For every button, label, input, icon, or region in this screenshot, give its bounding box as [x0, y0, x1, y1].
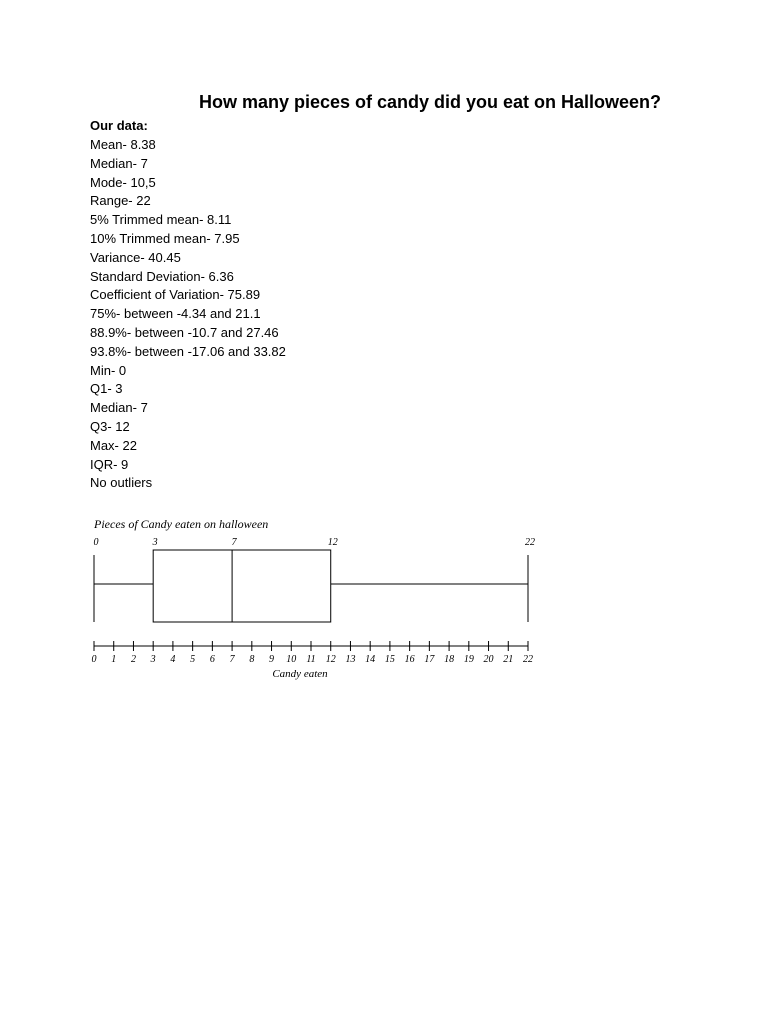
- x-tick-label-0: 0: [91, 654, 97, 665]
- value-label-q3: 12: [327, 537, 338, 548]
- stat-coef-variation: Coefficient of Variation- 75.89: [90, 287, 261, 303]
- x-tick-label-11: 11: [306, 654, 316, 665]
- x-tick-label-7: 7: [229, 654, 235, 665]
- x-axis-label: Candy eaten: [272, 668, 328, 680]
- box-iqr: [153, 550, 331, 622]
- stat-trimmed-mean-5: 5% Trimmed mean- 8.11: [90, 212, 232, 228]
- x-tick-label-19: 19: [463, 654, 474, 665]
- x-tick-label-12: 12: [325, 654, 336, 665]
- chart-title: Pieces of Candy eaten on halloween: [94, 517, 269, 531]
- x-tick-label-18: 18: [444, 654, 455, 665]
- stat-median: Median- 7: [90, 155, 148, 171]
- x-tick-label-9: 9: [269, 654, 275, 665]
- x-tick-label-14: 14: [365, 654, 376, 665]
- x-tick-label-10: 10: [286, 654, 297, 665]
- page-title: How many pieces of candy did you eat on Halloween?: [198, 92, 662, 112]
- stat-interval-75: 75%- between -4.34 and 21.1: [90, 306, 261, 322]
- stat-min: Min- 0: [90, 362, 127, 378]
- stat-q1: Q1- 3: [90, 381, 123, 397]
- x-tick-label-5: 5: [190, 654, 196, 665]
- x-tick-label-17: 17: [424, 654, 435, 665]
- x-tick-label-21: 21: [503, 654, 514, 665]
- stat-variance: Variance- 40.45: [90, 249, 181, 265]
- stat-interval-889: 88.9%- between -10.7 and 27.46: [90, 324, 279, 340]
- x-tick-label-16: 16: [404, 654, 415, 665]
- x-tick-label-13: 13: [345, 654, 356, 665]
- data-subheading: Our data:: [90, 118, 148, 133]
- x-tick-label-22: 22: [523, 654, 533, 665]
- stat-interval-938: 93.8%- between -17.06 and 33.82: [90, 343, 286, 359]
- stat-mean: Mean- 8.38: [90, 137, 156, 152]
- stat-median-2: Median- 7: [90, 400, 148, 416]
- stat-outliers: No outliers: [90, 475, 153, 491]
- x-tick-label-20: 20: [483, 654, 494, 665]
- x-tick-label-6: 6: [209, 654, 215, 665]
- stat-std-dev: Standard Deviation- 6.36: [90, 268, 234, 284]
- stat-trimmed-mean-10: 10% Trimmed mean- 7.95: [90, 230, 240, 246]
- plot-layer: [92, 537, 536, 665]
- x-tick-label-4: 4: [170, 654, 176, 665]
- value-label-min: 0: [93, 537, 99, 548]
- x-tick-label-15: 15: [384, 654, 395, 665]
- value-label-median: 7: [231, 537, 237, 548]
- value-label-q1: 3: [152, 537, 158, 548]
- x-tick-label-2: 2: [130, 654, 136, 665]
- stat-iqr: IQR- 9: [90, 456, 129, 472]
- x-tick-label-3: 3: [150, 654, 156, 665]
- value-label-max: 22: [525, 537, 535, 548]
- stat-range: Range- 22: [90, 193, 151, 209]
- stat-mode: Mode- 10,5: [90, 174, 156, 190]
- stats-list: [90, 136, 286, 493]
- stat-max: Max- 22: [90, 437, 137, 453]
- stat-q3: Q3- 12: [90, 418, 130, 434]
- x-tick-label-1: 1: [111, 654, 117, 665]
- box-plot-chart: [0, 510, 560, 690]
- x-tick-label-8: 8: [249, 654, 255, 665]
